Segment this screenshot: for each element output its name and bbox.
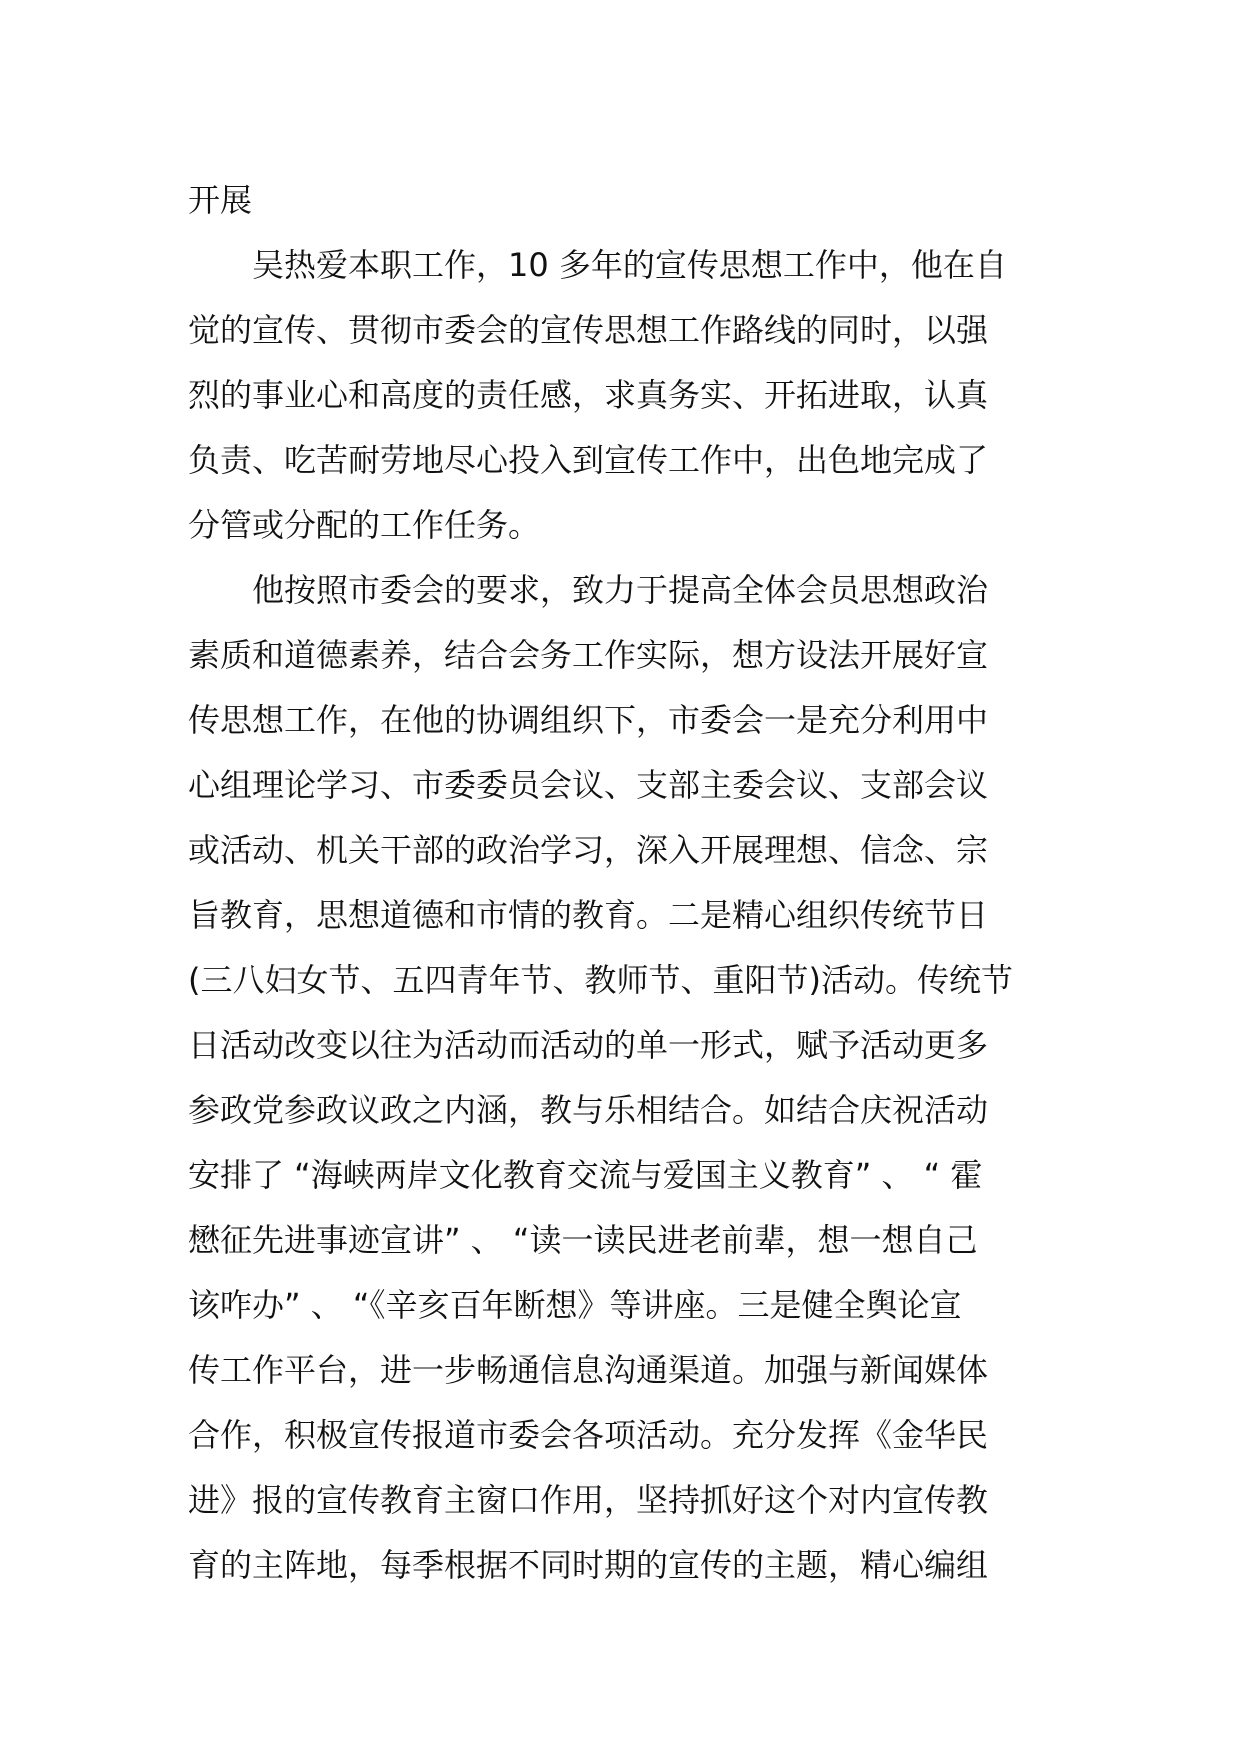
text-line: 觉的宣传、贯彻市委会的宣传思想工作路线的同时，以强 (188, 311, 989, 349)
text-line: 心组理论学习、市委委员会议、支部主委会议、支部会议 (188, 766, 989, 804)
text-line: 分管或分配的工作任务。 (188, 506, 541, 544)
text-line: 合作，积极宣传报道市委会各项活动。充分发挥《金华民 (188, 1416, 989, 1454)
text-line: 开展 (188, 181, 253, 219)
text-line: 素质和道德素养，结合会务工作实际，想方设法开展好宣 (188, 636, 989, 674)
text-line: 旨教育，思想道德和市情的教育。二是精心组织传统节日 (188, 896, 989, 934)
text-line: 传工作平台，进一步畅通信息沟通渠道。加强与新闻媒体 (188, 1351, 989, 1389)
text-line: (三八妇女节、五四青年节、教师节、重阳节)活动。传统节 (188, 961, 1013, 999)
text-line: 或活动、机关干部的政治学习，深入开展理想、信念、宗 (188, 831, 989, 869)
text-line: 负责、吃苦耐劳地尽心投入到宣传工作中，出色地完成了 (188, 441, 989, 479)
text-line: 烈的事业心和高度的责任感，求真务实、开拓进取，认真 (188, 376, 989, 414)
text-line: 他按照市委会的要求，致力于提高全体会员思想政治 (188, 571, 989, 609)
text-line: 安排了 “海峡两岸文化教育交流与爱国主义教育” 、 “ 霍 (188, 1156, 983, 1194)
text-line: 传思想工作，在他的协调组织下，市委会一是充分利用中 (188, 701, 989, 739)
text-line: 懋征先进事迹宣讲” 、 “读一读民进老前辈，想一想自己 (188, 1221, 978, 1259)
text-line: 参政党参政议政之内涵，教与乐相结合。如结合庆祝活动 (188, 1091, 989, 1129)
text-line: 日活动改变以往为活动而活动的单一形式，赋予活动更多 (188, 1026, 989, 1064)
text-line: 育的主阵地，每季根据不同时期的宣传的主题，精心编组 (188, 1546, 989, 1584)
text-line: 进》报的宣传教育主窗口作用，坚持抓好这个对内宣传教 (188, 1481, 989, 1519)
text-line: 该咋办” 、 “《辛亥百年断想》等讲座。三是健全舆论宣 (188, 1286, 962, 1324)
document-body (188, 168, 1058, 1598)
text-line: 吴热爱本职工作，10 多年的宣传思想工作中，他在自 (188, 246, 1007, 284)
